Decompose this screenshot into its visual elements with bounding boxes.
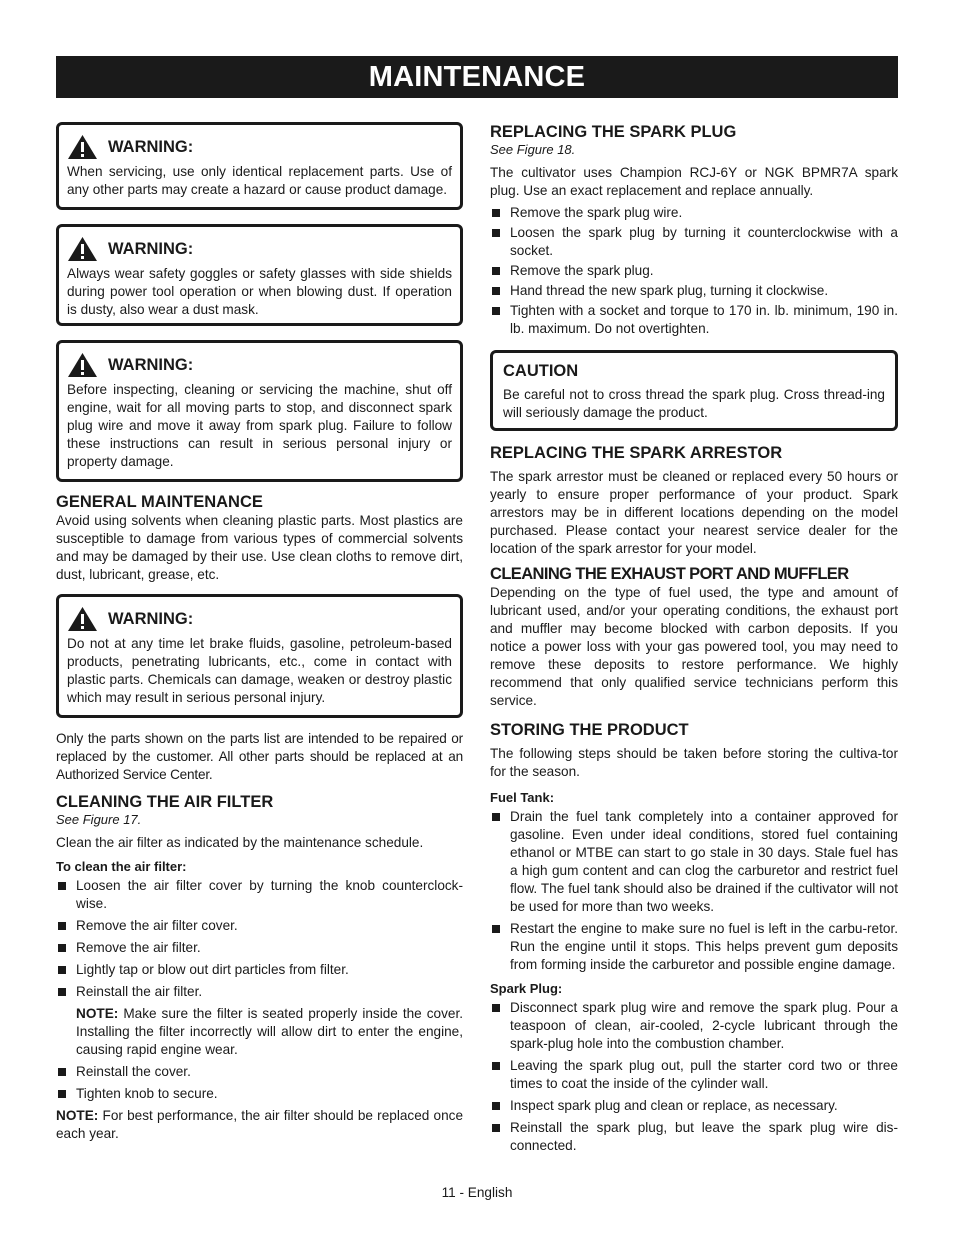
air-filter-intro: Clean the air filter as indicated by the maintenance schedule. bbox=[56, 835, 424, 850]
spark-arrestor-heading: REPLACING THE SPARK ARRESTOR bbox=[490, 444, 783, 462]
general-maintenance-text: Avoid using solvents when cleaning plastic parts. Most plastics are susceptible to damage from various types of commercial solvents and may be damaged by their use. Use clean cloths to remove dirt, dust, lubricant, grease, etc. bbox=[56, 513, 463, 582]
list-item: Reinstall the cover. bbox=[56, 1063, 463, 1081]
air-filter-note bbox=[56, 1005, 463, 1059]
left-column bbox=[56, 122, 463, 1143]
warning-triangle-icon bbox=[67, 236, 98, 262]
storing-intro: The following steps should be taken before storing the cultiva-tor for the season. bbox=[490, 746, 898, 779]
storing-heading: STORING THE PRODUCT bbox=[490, 721, 689, 739]
list-item: Loosen the spark plug by turning it counterclockwise with a socket. bbox=[490, 224, 898, 260]
spark-arrestor-text: The spark arrestor must be cleaned or replaced every 50 hours or yearly to ensure proper performance of your product. Spark arrestors may be in different locations depending on the model purchased. Please contact your nearest service dealer for the location of the spark arrestor for your model. bbox=[490, 469, 898, 556]
air-filter-subheading: To clean the air filter: bbox=[56, 859, 187, 874]
warning-box-2 bbox=[56, 224, 463, 326]
warning-box-4 bbox=[56, 594, 463, 718]
exhaust-text: Depending on the type of fuel used, the type and amount of lubricant used, and/or your operating conditions, the exhaust port and muffler may become blocked with carbon deposits. If you notice a power loss with your gas powered tool, you may need to remove these deposits to restore performance. We highly recommend that only qualified service technicians perform this service. bbox=[490, 585, 898, 708]
list-item: Leaving the spark plug out, pull the starter cord two or three times to coat the inside of the cylinder wall. bbox=[490, 1057, 898, 1093]
spark-plug-steps bbox=[490, 204, 898, 338]
note-label: NOTE: bbox=[56, 1108, 99, 1123]
list-item: Reinstall the air filter. bbox=[56, 983, 463, 1001]
list-item: Loosen the air filter cover by turning the knob counterclock-wise. bbox=[56, 877, 463, 913]
list-item: Disconnect spark plug wire and remove the spark plug. Pour a teaspoon of clean, air-cooled, 2-cycle lubricant through the spark-plug hole into the combustion chamber. bbox=[490, 999, 898, 1053]
list-item: Tighten with a socket and torque to 170 in. lb. minimum, 190 in. lb. maximum. Do not overtighten. bbox=[490, 302, 898, 338]
caution-box bbox=[490, 350, 898, 431]
list-item: Remove the spark plug. bbox=[490, 262, 898, 280]
warning-label: WARNING: bbox=[108, 138, 194, 156]
warning-text: Always wear safety goggles or safety glasses with side shields during power tool operation or when blowing dust. If operation is dusty, also wear a dust mask. bbox=[67, 266, 452, 317]
air-filter-steps-final bbox=[56, 1063, 463, 1103]
right-column bbox=[490, 122, 898, 1155]
spark-plug-see-figure: See Figure 18. bbox=[490, 142, 576, 157]
warning-box-1 bbox=[56, 122, 463, 210]
spark-plug-intro: The cultivator uses Champion RCJ-6Y or NGK BPMR7A spark plug. Use an exact replacement and replace annually. bbox=[490, 165, 898, 198]
warning-text: Before inspecting, cleaning or servicing the machine, shut off engine, wait for all moving parts to stop, and disconnect spark plug wire and move it away from spark plug. Failure to follow these instructions can result in serious personal injury or property damage. bbox=[67, 382, 452, 469]
list-item: Lightly tap or blow out dirt particles from filter. bbox=[56, 961, 463, 979]
caution-text: Be careful not to cross thread the spark plug. Cross thread-ing will seriously damage the product. bbox=[503, 387, 885, 420]
list-item: Inspect spark plug and clean or replace, as necessary. bbox=[490, 1097, 898, 1115]
caution-label: CAUTION bbox=[503, 362, 579, 380]
spark-plug-heading: REPLACING THE SPARK PLUG bbox=[490, 123, 737, 141]
warning-text: When servicing, use only identical replacement parts. Use of any other parts may create a hazard or cause product damage. bbox=[67, 164, 452, 197]
list-item: Reinstall the spark plug, but leave the spark plug wire dis-connected. bbox=[490, 1119, 898, 1155]
list-item: Remove the spark plug wire. bbox=[490, 204, 898, 222]
page-footer: 11 - English bbox=[441, 1185, 513, 1200]
list-item: Remove the air filter cover. bbox=[56, 917, 463, 935]
spark-plug-storage-steps bbox=[490, 999, 898, 1155]
air-filter-steps bbox=[56, 877, 463, 1001]
list-item: Tighten knob to secure. bbox=[56, 1085, 463, 1103]
warning-label: WARNING: bbox=[108, 610, 194, 628]
warning-label: WARNING: bbox=[108, 356, 194, 374]
warning-text: Do not at any time let brake fluids, gasoline, petroleum-based products, penetrating lubricants, etc., come in contact with plastic parts. Chemicals can damage, weaken or destroy plastic which may result in serious personal injury. bbox=[67, 636, 452, 705]
warning-box-3 bbox=[56, 340, 463, 482]
note-text: For best performance, the air filter should be replaced once each year. bbox=[56, 1108, 464, 1141]
air-filter-heading: CLEANING THE AIR FILTER bbox=[56, 793, 274, 811]
exhaust-heading: CLEANING THE EXHAUST PORT AND MUFFLER bbox=[490, 565, 849, 583]
fuel-tank-label: Fuel Tank: bbox=[490, 790, 555, 805]
note-label: NOTE: bbox=[76, 1006, 119, 1021]
fuel-tank-steps bbox=[490, 808, 898, 974]
list-item: Restart the engine to make sure no fuel is left in the carbu-retor. Run the engine until it stops. This helps prevent gum deposits from forming inside the carburetor and possible engine damage. bbox=[490, 920, 898, 974]
page-title: MAINTENANCE bbox=[56, 56, 898, 98]
warning-triangle-icon bbox=[67, 352, 98, 378]
warning-label: WARNING: bbox=[108, 240, 194, 258]
general-maintenance-heading: GENERAL MAINTENANCE bbox=[56, 493, 263, 511]
spark-plug-storage-label: Spark Plug: bbox=[490, 981, 563, 996]
air-filter-see-figure: See Figure 17. bbox=[56, 812, 142, 827]
air-filter-final-note bbox=[56, 1107, 463, 1143]
parts-replacement-text: Only the parts shown on the parts list are intended to be repaired or replaced by the customer. All other parts should be replaced at an Authorized Service Center. bbox=[56, 731, 463, 782]
list-item: Remove the air filter. bbox=[56, 939, 463, 957]
list-item: Hand thread the new spark plug, turning it clockwise. bbox=[490, 282, 898, 300]
list-item: Drain the fuel tank completely into a container approved for gasoline. Even under ideal conditions, stored fuel containing ethanol or MTBE can start to go stale in 30 days. Stale fuel has a high gum content and can clog the carburetor and restrict fuel flow. The fuel tank should also be drained if the cultivator will not be used for more than two weeks. bbox=[490, 808, 898, 916]
warning-triangle-icon bbox=[67, 134, 98, 160]
note-text: Make sure the filter is seated properly inside the cover. Installing the filter incorrectly will allow dirt to enter the engine, causing rapid engine wear. bbox=[76, 1006, 464, 1057]
warning-triangle-icon bbox=[67, 606, 98, 632]
